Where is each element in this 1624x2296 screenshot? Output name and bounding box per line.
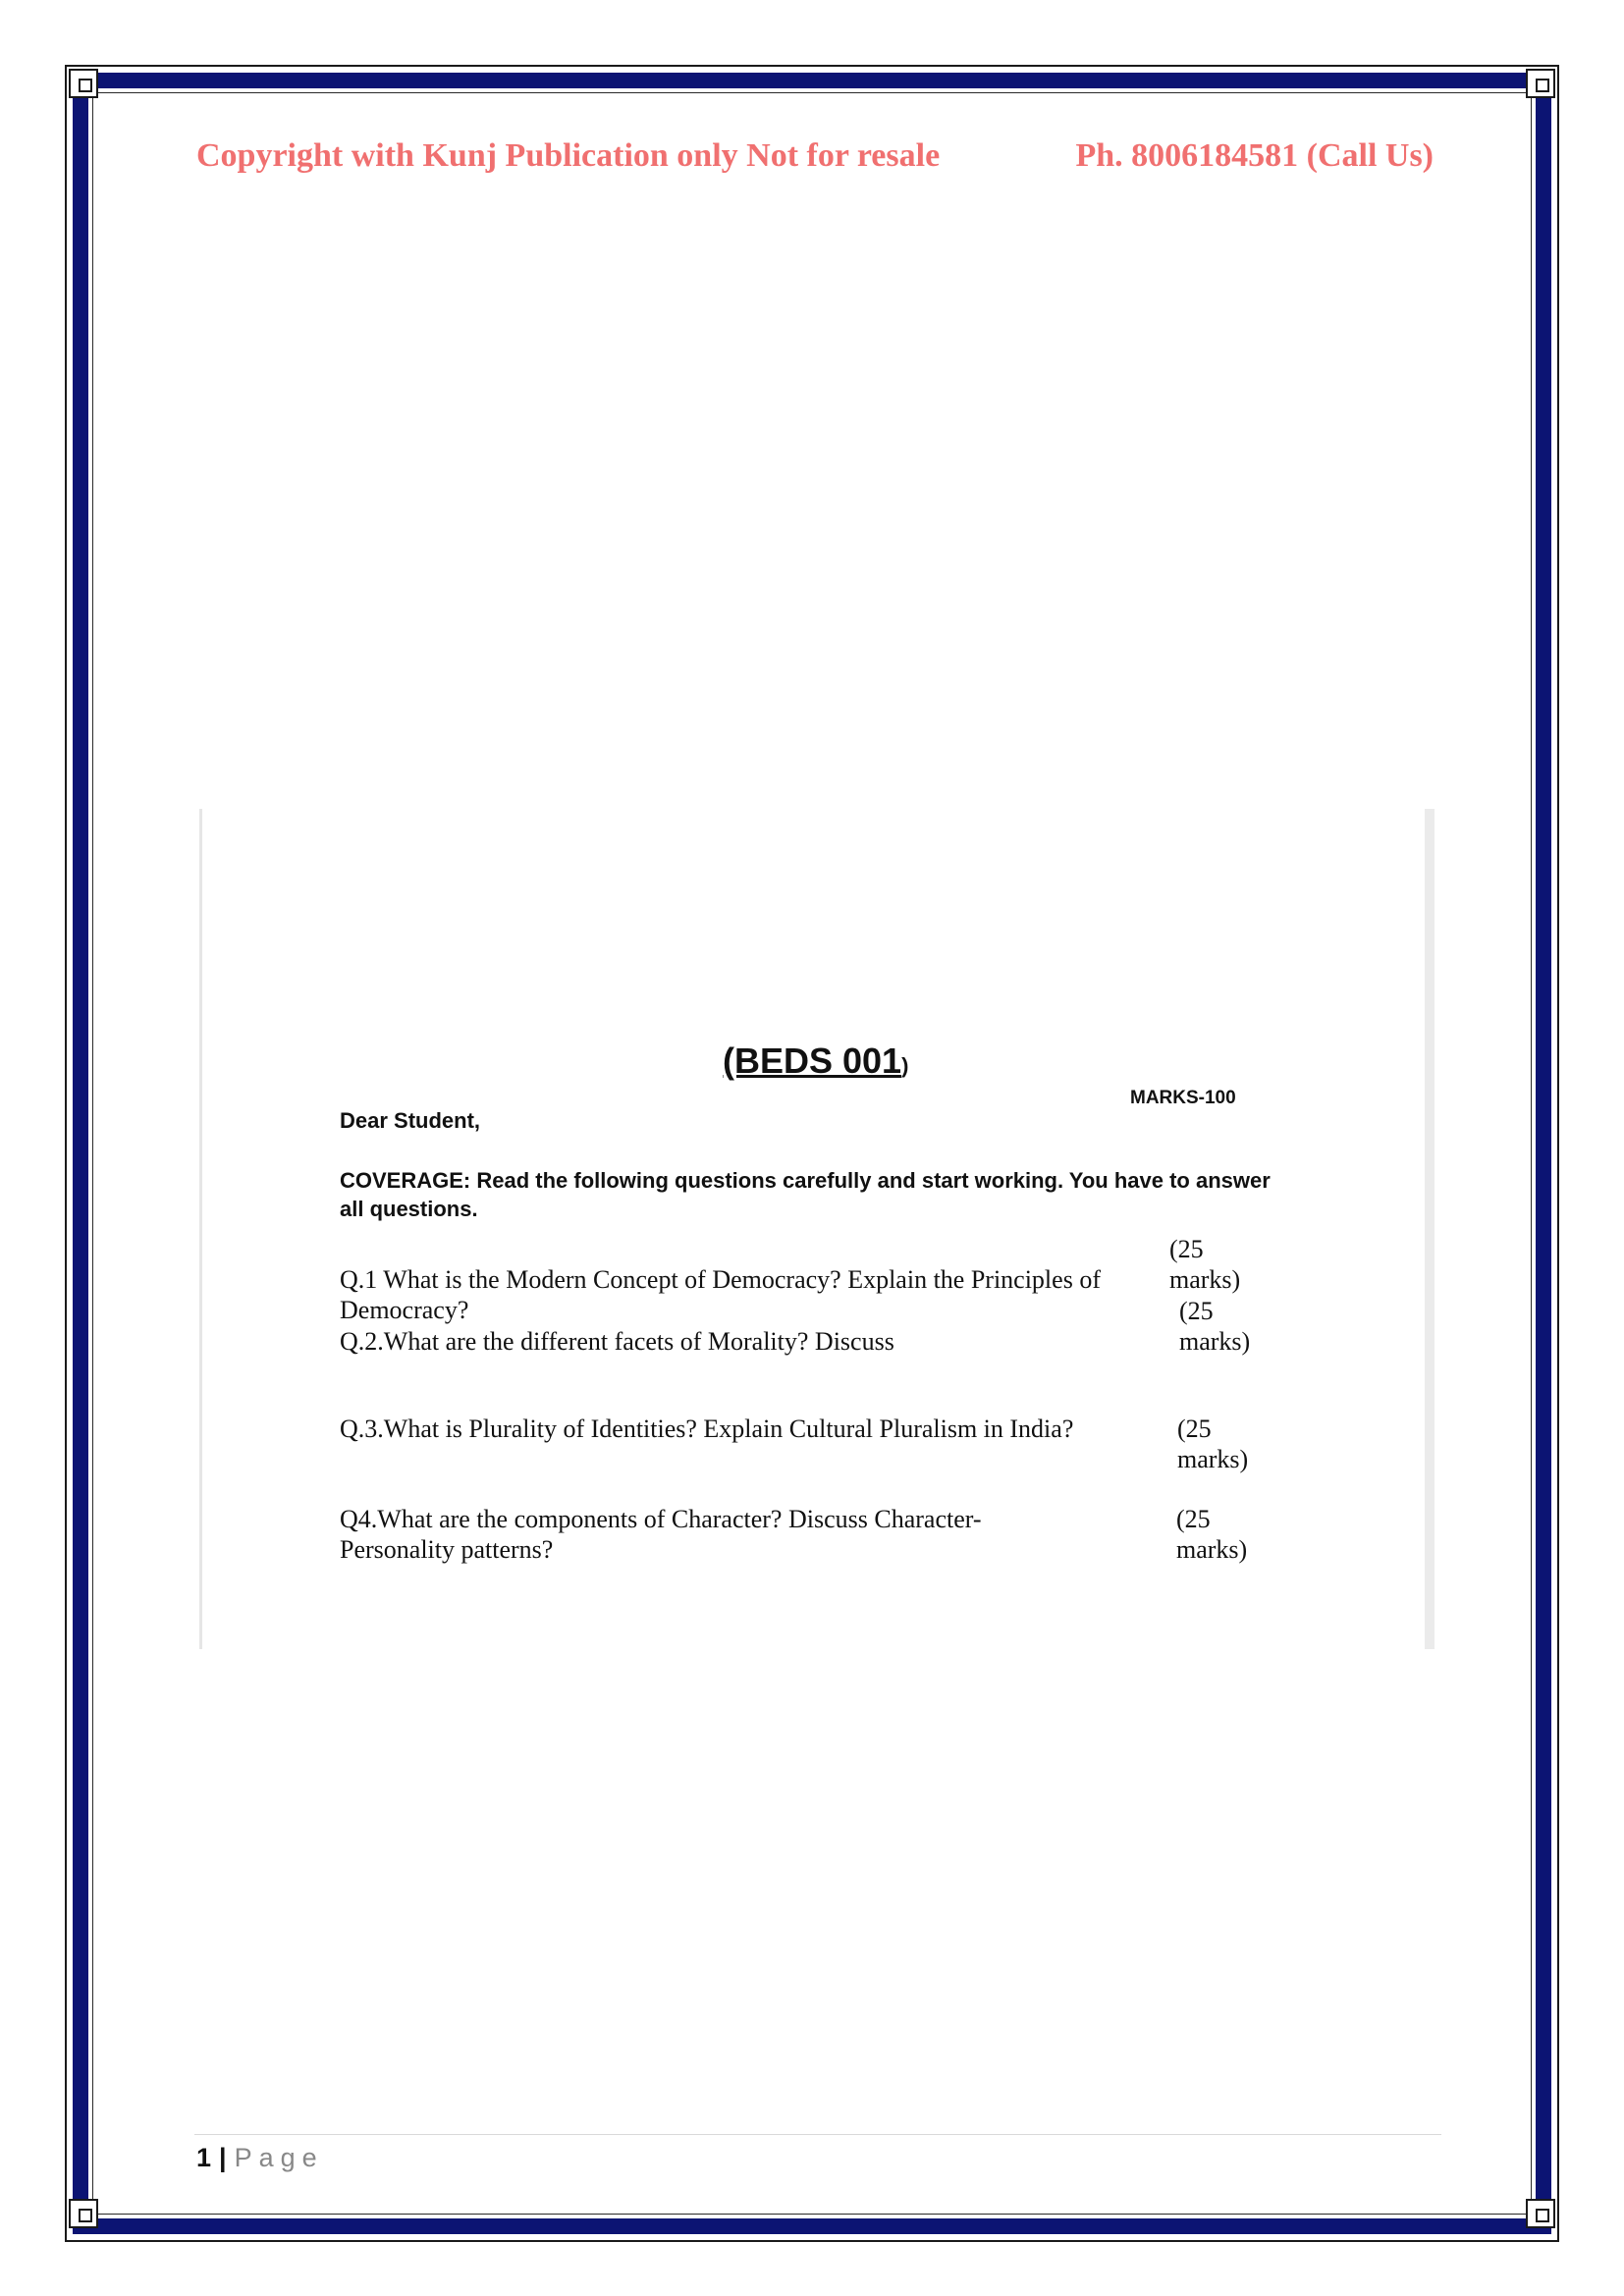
footer-separator: |	[219, 2143, 227, 2172]
contact-phone: Ph. 8006184581 (Call Us)	[1075, 137, 1434, 174]
border-corner-bottom-right	[1526, 2199, 1555, 2228]
question-marks: (25 marks)	[1176, 1505, 1248, 1564]
question-text: Q4.What are the components of Character? Discuss Character-Personality patterns?	[340, 1505, 982, 1564]
total-marks: MARKS-100	[1130, 1088, 1236, 1108]
greeting: Dear Student,	[340, 1108, 481, 1133]
copyright-notice: Copyright with Kunj Publication only Not for resale	[196, 137, 941, 174]
page-number: 1	[196, 2143, 212, 2172]
question-marks: (25 marks)	[1179, 1297, 1251, 1356]
question-text: Q.2.What are the different facets of Morality? Discuss	[340, 1327, 894, 1356]
page-footer	[196, 2143, 324, 2173]
border-corner-bottom-left	[69, 2199, 98, 2228]
footer-divider	[194, 2134, 1441, 2135]
question-marks: (25 marks)	[1177, 1415, 1249, 1473]
question-2	[340, 1326, 1155, 1357]
border-corner-top-right	[1526, 69, 1555, 98]
question-paper-scan	[199, 809, 1435, 1649]
question-text: Q.1 What is the Modern Concept of Democracy? Explain the Principles of Democracy?	[340, 1265, 1101, 1324]
page-label: Page	[234, 2143, 324, 2172]
question-4	[340, 1504, 1066, 1565]
question-text: Q.3.What is Plurality of Identities? Explain Cultural Pluralism in India?	[340, 1415, 1074, 1443]
question-1	[340, 1264, 1155, 1325]
question-marks: (25 marks)	[1169, 1235, 1241, 1294]
paper-title: (BEDS 001)	[723, 1041, 909, 1081]
copyright-header	[196, 137, 1434, 175]
coverage-instructions: COVERAGE: Read the following questions carefully and start working. You have to answer all questions.	[340, 1168, 1271, 1221]
question-3	[340, 1414, 1184, 1444]
border-corner-top-left	[69, 69, 98, 98]
